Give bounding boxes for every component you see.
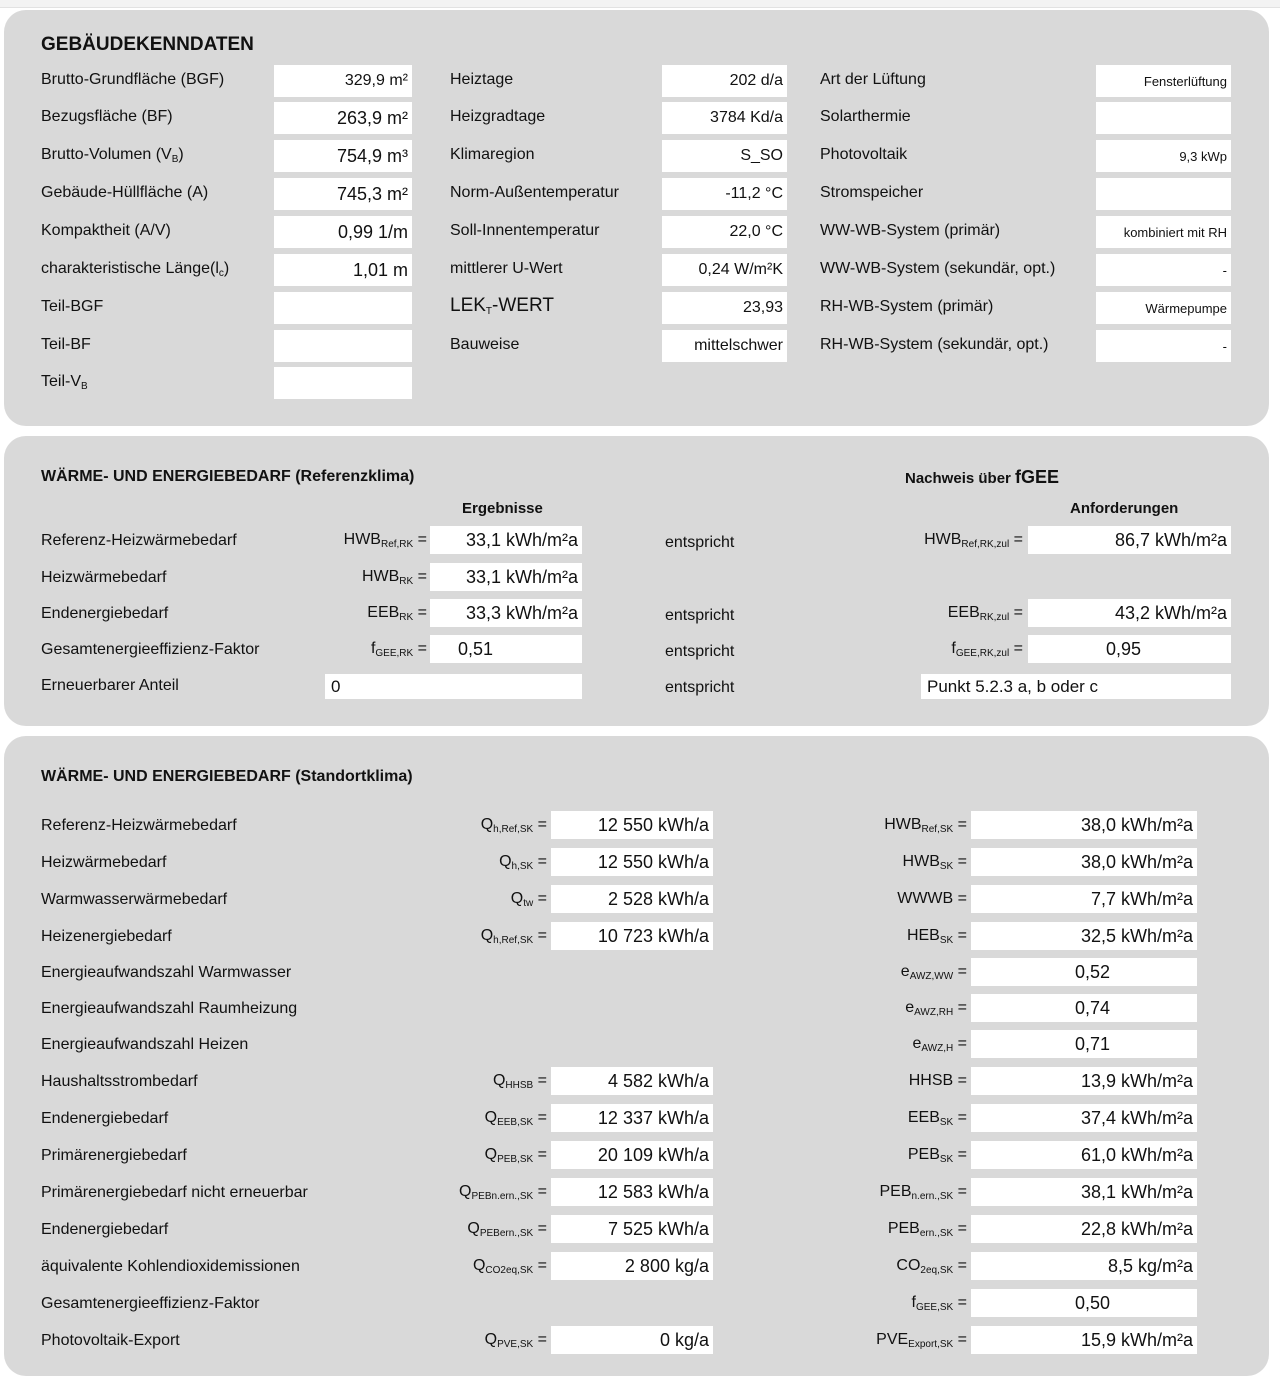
field-value[interactable] (1096, 102, 1231, 134)
requirement-symbol (948, 604, 1023, 623)
field-value[interactable]: -11,2 °C (662, 178, 787, 210)
equals-sign: = (533, 1220, 547, 1237)
equals-sign: = (533, 1072, 547, 1089)
field-label: Photovoltaik (820, 146, 908, 163)
symbol-subscript: SK (939, 1117, 954, 1128)
absolute-value[interactable]: 20 109 kWh/a (551, 1141, 713, 1169)
field-value[interactable]: Wärmepumpe (1096, 292, 1231, 324)
field-value[interactable] (274, 330, 412, 362)
symbol-subscript: AWZ,H (921, 1043, 954, 1054)
symbol-subscript: h,SK (511, 861, 534, 872)
symbol-main: f (370, 640, 376, 657)
specific-value[interactable]: 13,9 kWh/m²a (971, 1067, 1197, 1095)
section-title: GEBÄUDEKENNDATEN (41, 34, 254, 55)
result-symbol (344, 531, 427, 550)
section-title: WÄRME- UND ENERGIEBEDARF (Referenzklima) (41, 468, 415, 485)
symbol-subscript: GEE,RK,zul (955, 648, 1010, 659)
field-label (41, 146, 184, 165)
specific-value[interactable]: 0,50 (971, 1289, 1197, 1317)
specific-value[interactable]: 32,5 kWh/m²a (971, 922, 1197, 950)
equals-sign: = (953, 1183, 967, 1200)
symbol-main: Q (480, 927, 494, 944)
field-value[interactable] (274, 292, 412, 324)
specific-symbol (903, 853, 967, 872)
requirements-header: Anforderungen (1070, 500, 1179, 517)
symbol-main: e (912, 1035, 922, 1052)
symbol-main: Q (510, 890, 524, 907)
field-label: Kompaktheit (A/V) (41, 222, 171, 239)
row-label: Endenergiebedarf (41, 1221, 169, 1238)
symbol-subscript: SK (939, 861, 954, 872)
specific-value[interactable]: 7,7 kWh/m²a (971, 885, 1197, 913)
result-value[interactable]: 0 (325, 674, 582, 699)
result-value[interactable]: 33,1 kWh/m²a (430, 563, 582, 591)
row-label: Endenergiebedarf (41, 1110, 169, 1127)
symbol-subscript: n.ern.,SK (911, 1191, 954, 1202)
absolute-value[interactable]: 12 337 kWh/a (551, 1104, 713, 1132)
symbol-subscript: Ref,RK,zul (961, 539, 1010, 550)
row-label: Photovoltaik-Export (41, 1332, 180, 1349)
absolute-value[interactable]: 12 550 kWh/a (551, 811, 713, 839)
row-label: Endenergiebedarf (41, 605, 169, 622)
equals-sign: = (533, 890, 547, 907)
absolute-symbol (493, 1072, 547, 1091)
symbol-main: HWB (343, 531, 381, 548)
symbol-subscript: h,Ref,SK (493, 824, 534, 835)
symbol-main: CO (896, 1257, 921, 1274)
row-label: Erneuerbarer Anteil (41, 677, 179, 694)
field-label: Art der Lüftung (820, 71, 926, 88)
symbol-subscript: CO2eq,SK (485, 1265, 534, 1276)
equals-sign: = (953, 927, 967, 944)
field-label (450, 295, 554, 317)
specific-symbol (901, 963, 967, 982)
top-bar (0, 0, 1280, 8)
equals-sign: = (953, 1294, 967, 1311)
row-label: äquivalente Kohlendioxidemissionen (41, 1258, 300, 1275)
status-text: entspricht (665, 607, 735, 624)
row-label: Energieaufwandszahl Warmwasser (41, 964, 292, 981)
site-climate-panel (4, 736, 1269, 1376)
symbol-main: PEB (907, 1146, 940, 1163)
equals-sign: = (533, 1183, 547, 1200)
absolute-symbol (499, 853, 547, 872)
status-text: entspricht (665, 643, 735, 660)
label-subscript: c (218, 268, 224, 279)
field-label (41, 260, 229, 279)
specific-value[interactable]: 61,0 kWh/m²a (971, 1141, 1197, 1169)
reference-climate-panel (4, 436, 1269, 726)
specific-value[interactable]: 38,0 kWh/m²a (971, 811, 1197, 839)
symbol-subscript: Ref,RK (380, 539, 414, 550)
field-label: Klimaregion (450, 146, 535, 163)
symbol-main: EEB (367, 604, 400, 621)
row-label: Heizwärmebedarf (41, 569, 167, 586)
symbol-main: Q (472, 1257, 486, 1274)
field-label: Gebäude-Hüllfläche (A) (41, 184, 209, 201)
requirement-symbol (951, 640, 1023, 659)
row-label: Gesamtenergieeffizienz-Faktor (41, 641, 260, 658)
specific-symbol (908, 1146, 967, 1165)
specific-symbol (905, 999, 967, 1018)
specific-value[interactable]: 38,1 kWh/m²a (971, 1178, 1197, 1206)
symbol-subscript: SK (939, 935, 954, 946)
symbol-main: PEB (879, 1183, 912, 1200)
symbol-main: e (905, 999, 915, 1016)
label-main: charakteristische Länge(l (41, 260, 219, 277)
field-value[interactable]: 202 d/a (662, 65, 787, 97)
equals-sign: = (413, 568, 427, 585)
field-value[interactable]: 0,99 1/m (274, 216, 412, 248)
specific-value[interactable]: 0,71 (971, 1030, 1197, 1058)
symbol-main: f (911, 1294, 916, 1311)
symbol-subscript: AWZ,RH (914, 1007, 954, 1018)
requirement-symbol (924, 531, 1023, 550)
symbol-subscript: AWZ,WW (909, 971, 954, 982)
field-value[interactable]: 0,24 W/m²K (662, 254, 787, 286)
field-label: Norm-Außentemperatur (450, 184, 619, 201)
equals-sign: = (953, 1257, 967, 1274)
result-value[interactable]: 0,51 (430, 635, 582, 663)
label-end: ) (178, 146, 184, 163)
equals-sign: = (953, 1146, 967, 1163)
absolute-value[interactable]: 2 528 kWh/a (551, 885, 713, 913)
field-label: Teil-BGF (41, 298, 104, 315)
field-label: Solarthermie (820, 108, 911, 125)
symbol-main: Q (484, 1146, 498, 1163)
field-label: Stromspeicher (820, 184, 924, 201)
section-title: WÄRME- UND ENERGIEBEDARF (Standortklima) (41, 768, 413, 785)
symbol-subscript: PEBern.,SK (479, 1228, 534, 1239)
result-symbol (367, 604, 427, 623)
field-value[interactable]: 23,93 (662, 292, 787, 324)
symbol-main: HEB (906, 927, 940, 944)
absolute-value[interactable]: 4 582 kWh/a (551, 1067, 713, 1095)
field-value[interactable]: - (1096, 330, 1231, 362)
symbol-subscript: RK (399, 576, 414, 587)
absolute-symbol (511, 890, 547, 909)
field-label: Heizgradtage (450, 108, 546, 125)
symbol-main: HWB (884, 816, 922, 833)
row-label: Heizenergiebedarf (41, 928, 172, 945)
absolute-symbol (485, 1331, 547, 1350)
requirement-value[interactable]: 43,2 kWh/m²a (1028, 599, 1231, 627)
proof-label (905, 467, 1059, 488)
proof-label-text: Nachweis über (905, 470, 1011, 487)
equals-sign: = (1009, 604, 1023, 621)
equals-sign: = (953, 963, 967, 980)
equals-sign: = (533, 816, 547, 833)
field-value[interactable]: 745,3 m² (274, 178, 412, 210)
equals-sign: = (533, 927, 547, 944)
absolute-value[interactable]: 10 723 kWh/a (551, 922, 713, 950)
label-subscript: B (171, 154, 179, 165)
equals-sign: = (533, 1331, 547, 1348)
equals-sign: = (953, 1109, 967, 1126)
row-label: Energieaufwandszahl Heizen (41, 1036, 249, 1053)
equals-sign: = (953, 1035, 967, 1052)
absolute-symbol (467, 1220, 547, 1239)
symbol-main: e (900, 963, 910, 980)
specific-symbol (884, 816, 967, 835)
field-value[interactable]: Fensterlüftung (1096, 65, 1231, 97)
symbol-main: EEB (907, 1109, 940, 1126)
label-subscript: T (485, 306, 493, 317)
symbol-subscript: SK (939, 1154, 954, 1165)
building-data-panel (4, 10, 1269, 426)
symbol-main: PVE (876, 1331, 909, 1348)
field-label: Teil-BF (41, 336, 91, 353)
field-label: Soll-Innentemperatur (450, 222, 600, 239)
symbol-subscript: h,Ref,SK (493, 935, 534, 946)
field-label: Bauweise (450, 336, 520, 353)
field-label: Brutto-Grundfläche (BGF) (41, 71, 225, 88)
specific-symbol (876, 1331, 967, 1350)
specific-value[interactable]: 15,9 kWh/m²a (971, 1326, 1197, 1354)
specific-symbol (888, 1220, 967, 1239)
specific-value[interactable]: 37,4 kWh/m²a (971, 1104, 1197, 1132)
row-label: Energieaufwandszahl Raumheizung (41, 1000, 298, 1017)
result-symbol (371, 640, 427, 659)
symbol-main: Q (480, 816, 494, 833)
specific-value[interactable]: 22,8 kWh/m²a (971, 1215, 1197, 1243)
label-end: -WERT (492, 295, 554, 316)
specific-value[interactable]: 38,0 kWh/m²a (971, 848, 1197, 876)
label-main: Teil-V (41, 373, 82, 390)
field-value[interactable] (1096, 178, 1231, 210)
symbol-main: f (951, 640, 956, 657)
row-label: Heizwärmebedarf (41, 854, 167, 871)
symbol-subscript: EEB,SK (497, 1117, 534, 1128)
symbol-subscript: Export,SK (908, 1339, 954, 1350)
symbol-subscript: PEBn.ern.,SK (471, 1191, 534, 1202)
specific-symbol (912, 1035, 967, 1054)
field-label: Bezugsfläche (BF) (41, 108, 173, 125)
symbol-subscript: GEE,RK (375, 648, 414, 659)
field-value[interactable]: 22,0 °C (662, 216, 787, 248)
row-label: Referenz-Heizwärmebedarf (41, 817, 237, 834)
label-end: ) (223, 260, 230, 277)
symbol-main: HWB (902, 853, 940, 870)
specific-symbol (896, 1257, 967, 1276)
field-value[interactable]: 754,9 m³ (274, 140, 412, 172)
field-value[interactable] (274, 367, 412, 399)
equals-sign: = (953, 853, 967, 870)
field-value[interactable]: 263,9 m² (274, 102, 412, 134)
absolute-symbol (481, 816, 547, 835)
symbol-subscript: 2eq,SK (920, 1265, 954, 1276)
row-label: Primärenergiebedarf (41, 1147, 187, 1164)
absolute-value[interactable]: 12 583 kWh/a (551, 1178, 713, 1206)
row-label: Referenz-Heizwärmebedarf (41, 532, 237, 549)
absolute-symbol (459, 1183, 547, 1202)
field-value[interactable]: 329,9 m² (274, 65, 412, 97)
field-label (41, 373, 88, 392)
requirement-value[interactable]: 0,95 (1028, 635, 1231, 663)
absolute-value[interactable]: 12 550 kWh/a (551, 848, 713, 876)
field-value[interactable]: - (1096, 254, 1231, 286)
field-label: WW-WB-System (primär) (820, 222, 1001, 239)
symbol-main: Q (459, 1183, 472, 1200)
field-value[interactable]: mittelschwer (662, 330, 787, 362)
equals-sign: = (1009, 531, 1023, 548)
field-value[interactable]: 3784 Kd/a (662, 102, 787, 134)
specific-value[interactable]: 0,74 (971, 994, 1197, 1022)
equals-sign: = (413, 604, 427, 621)
field-value[interactable]: 9,3 kWp (1096, 140, 1231, 172)
result-value[interactable]: 33,1 kWh/m²a (430, 526, 582, 554)
row-label: Warmwasserwärmebedarf (41, 891, 228, 908)
absolute-symbol (481, 927, 547, 946)
equals-sign: = (413, 640, 427, 657)
field-label: mittlerer U-Wert (450, 260, 563, 277)
status-text: entspricht (665, 679, 735, 696)
symbol-main: Q (484, 1331, 498, 1348)
equals-sign: = (533, 1146, 547, 1163)
field-label: Heiztage (450, 71, 514, 88)
requirement-value[interactable]: 86,7 kWh/m²a (1028, 526, 1231, 554)
result-symbol (362, 568, 427, 587)
label-main: LEK (450, 295, 486, 316)
specific-symbol (912, 1294, 968, 1313)
result-value[interactable]: 33,3 kWh/m²a (430, 599, 582, 627)
symbol-main: Q (499, 853, 512, 870)
field-value[interactable]: S_SO (662, 140, 787, 172)
symbol-subscript: ern.,SK (919, 1228, 954, 1239)
symbol-main: Q (484, 1109, 498, 1126)
field-value[interactable]: kombiniert mit RH (1096, 216, 1231, 248)
symbol-main: EEB (947, 604, 980, 621)
symbol-subscript: PEB,SK (497, 1154, 534, 1165)
row-label: Primärenergiebedarf nicht erneuerbar (41, 1184, 308, 1201)
symbol-main: PEB (887, 1220, 920, 1237)
equals-sign: = (413, 531, 427, 548)
absolute-symbol (485, 1109, 547, 1128)
results-header: Ergebnisse (462, 500, 543, 517)
specific-symbol (879, 1183, 967, 1202)
absolute-value[interactable]: 7 525 kWh/a (551, 1215, 713, 1243)
symbol-main: HWB (924, 531, 962, 548)
field-value[interactable]: 1,01 m (274, 254, 412, 286)
equals-sign: = (533, 1257, 547, 1274)
symbol-subscript: GEE,SK (915, 1302, 954, 1313)
field-label: WW-WB-System (sekundär, opt.) (820, 260, 1056, 277)
specific-symbol (908, 1109, 967, 1128)
absolute-value[interactable]: 2 800 kg/a (551, 1252, 713, 1280)
label-main: Brutto-Volumen (V (41, 146, 172, 163)
specific-symbol (909, 1072, 967, 1090)
specific-value[interactable]: 0,52 (971, 958, 1197, 986)
specific-value[interactable]: 8,5 kg/m²a (971, 1252, 1197, 1280)
absolute-symbol (485, 1146, 547, 1165)
symbol-subscript: RK,zul (979, 612, 1010, 623)
requirement-value[interactable]: Punkt 5.2.3 a, b oder c (921, 674, 1231, 699)
symbol-main: WWWB (897, 890, 954, 907)
symbol-subscript: HHSB (505, 1080, 534, 1091)
equals-sign: = (953, 1072, 967, 1089)
equals-sign: = (533, 853, 547, 870)
equals-sign: = (953, 890, 967, 907)
row-label: Haushaltsstrombedarf (41, 1073, 198, 1090)
field-label: RH-WB-System (primär) (820, 298, 994, 315)
label-subscript: B (81, 381, 88, 392)
symbol-subscript: PVE,SK (497, 1339, 534, 1350)
symbol-subscript: Ref,SK (921, 824, 954, 835)
equals-sign: = (953, 1331, 967, 1348)
equals-sign: = (953, 816, 967, 833)
equals-sign: = (1009, 640, 1023, 657)
proof-value: fGEE (1015, 467, 1060, 487)
equals-sign: = (953, 1220, 967, 1237)
symbol-subscript: tw (523, 898, 534, 909)
symbol-main: Q (492, 1072, 506, 1089)
absolute-symbol (473, 1257, 547, 1276)
equals-sign: = (953, 999, 967, 1016)
symbol-main: HWB (361, 568, 400, 585)
specific-symbol (907, 927, 967, 946)
field-label: RH-WB-System (sekundär, opt.) (820, 336, 1049, 353)
absolute-value[interactable]: 0 kg/a (551, 1326, 713, 1354)
symbol-main: Q (467, 1220, 480, 1237)
equals-sign: = (533, 1109, 547, 1126)
status-text: entspricht (665, 534, 735, 551)
symbol-subscript: RK (399, 612, 414, 623)
specific-symbol (897, 890, 967, 908)
row-label: Gesamtenergieeffizienz-Faktor (41, 1295, 260, 1312)
symbol-main: HHSB (908, 1072, 954, 1089)
